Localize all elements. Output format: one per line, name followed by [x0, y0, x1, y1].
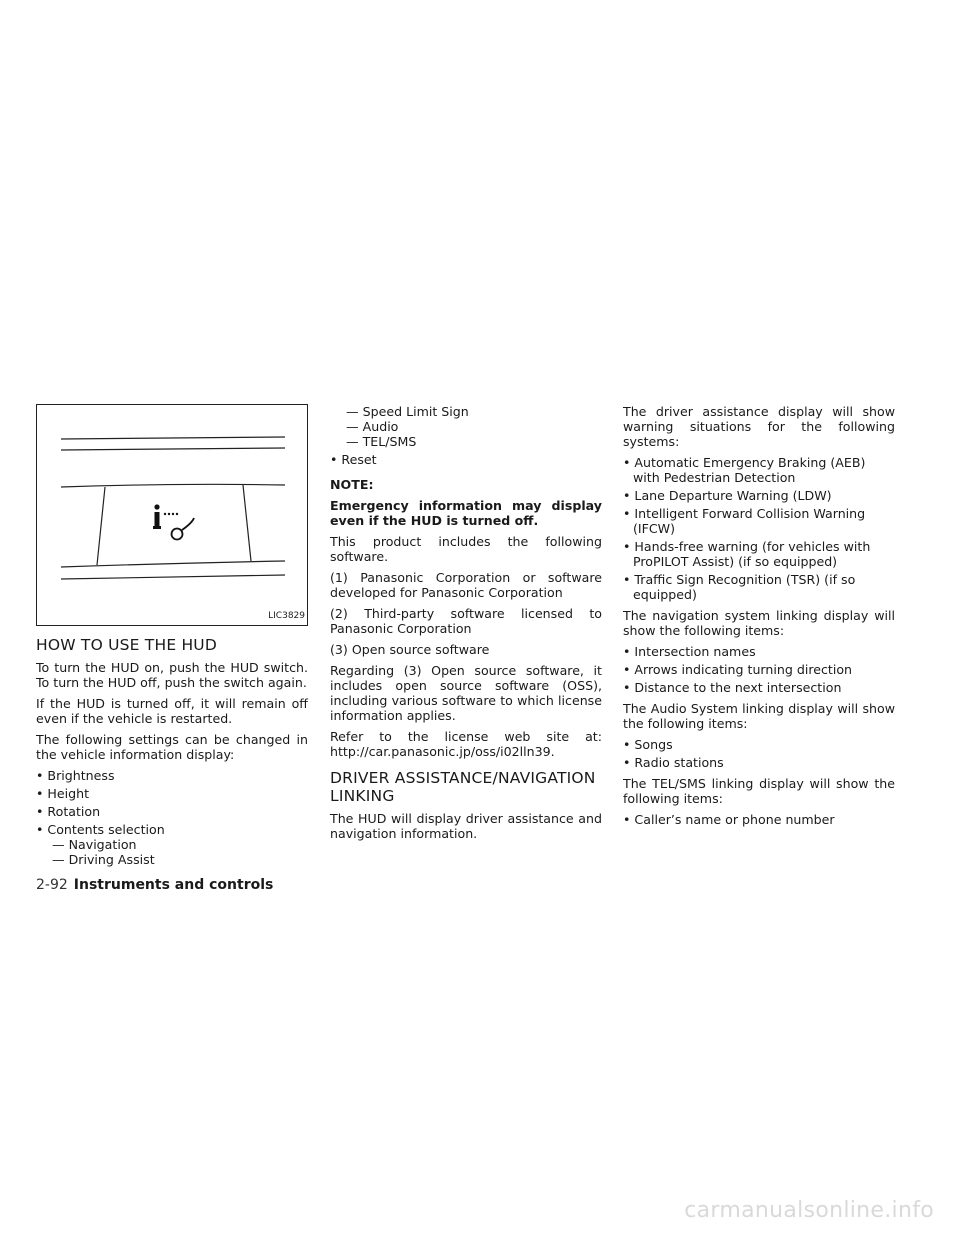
- section-heading-driver-assistance: DRIVER ASSISTANCE/NAVIGATION LINKING: [330, 769, 596, 805]
- paragraph: If the HUD is turned off, it will remain off even if the vehicle is restarted.: [36, 696, 308, 726]
- list-item: • Radio stations: [623, 755, 724, 770]
- list-item: • Songs: [623, 737, 673, 752]
- paragraph: The driver assistance display will show warning situations for the following systems:: [623, 404, 895, 449]
- sub-list-item: — Speed Limit Sign: [346, 404, 469, 419]
- column-2: [330, 404, 602, 847]
- section-heading-how-to-use: HOW TO USE THE HUD: [36, 636, 217, 654]
- paragraph: To turn the HUD on, push the HUD switch. To turn the HUD off, push the switch again.: [36, 660, 308, 690]
- paragraph: Refer to the license web site at: http://car.panasonic.jp/oss/i02lln39.: [330, 729, 602, 759]
- figure-id: LIC3829: [268, 611, 305, 621]
- list-item: • Height: [36, 786, 90, 801]
- paragraph: The TEL/SMS linking display will show the following items:: [623, 776, 895, 806]
- watermark: carmanualsonline.info: [684, 1198, 934, 1223]
- paragraph: Regarding (3) Open source software, it includes open source software (OSS), including various software to which license information applies.: [330, 663, 602, 723]
- page-footer: [36, 877, 273, 893]
- sub-list-item: — Navigation: [52, 837, 137, 852]
- list-item: • Hands-free warning (for vehicles with ProPILOT Assist) (if so equipped): [623, 539, 871, 569]
- paragraph: The Audio System linking display will show the following items:: [623, 701, 895, 731]
- list-item: • Reset: [330, 452, 377, 467]
- list-item: • Intersection names: [623, 644, 756, 659]
- sub-list-item: — Driving Assist: [52, 852, 155, 867]
- list-item: • Caller’s name or phone number: [623, 812, 835, 827]
- hands-free-warning-icon: [153, 504, 194, 539]
- column-3: [623, 404, 895, 830]
- sub-list-item: — Audio: [346, 419, 399, 434]
- list-item: • Arrows indicating turning direction: [623, 662, 853, 677]
- hud-figure: [36, 404, 308, 626]
- list-item: • Lane Departure Warning (LDW): [623, 488, 832, 503]
- hud-illustration: [37, 405, 307, 625]
- paragraph: (1) Panasonic Corporation or software developed for Panasonic Corporation: [330, 570, 602, 600]
- list-item: • Rotation: [36, 804, 101, 819]
- column-1: [36, 404, 308, 867]
- section-title: Instruments and controls: [73, 877, 274, 893]
- list-item: • Intelligent Forward Collision Warning (IFCW): [623, 506, 866, 536]
- sub-list-item: — TEL/SMS: [346, 434, 417, 449]
- paragraph: This product includes the following software.: [330, 534, 602, 564]
- paragraph: (3) Open source software: [330, 642, 490, 657]
- list-item: • Traffic Sign Recognition (TSR) (if so equipped): [623, 572, 856, 602]
- page-number: 2-92: [36, 877, 68, 893]
- paragraph: The navigation system linking display will show the following items:: [623, 608, 895, 638]
- list-item: • Contents selection: [36, 822, 165, 837]
- list-item: • Distance to the next intersection: [623, 680, 842, 695]
- note-text: Emergency information may display even if the HUD is turned off.: [330, 498, 602, 528]
- paragraph: (2) Third-party software licensed to Panasonic Corporation: [330, 606, 602, 636]
- paragraph: The HUD will display driver assistance and navigation information.: [330, 811, 602, 841]
- list-item: • Automatic Emergency Braking (AEB) with Pedestrian Detection: [623, 455, 866, 485]
- note-label: NOTE:: [330, 477, 374, 492]
- list-item: • Brightness: [36, 768, 115, 783]
- paragraph: The following settings can be changed in the vehicle information display:: [36, 732, 308, 762]
